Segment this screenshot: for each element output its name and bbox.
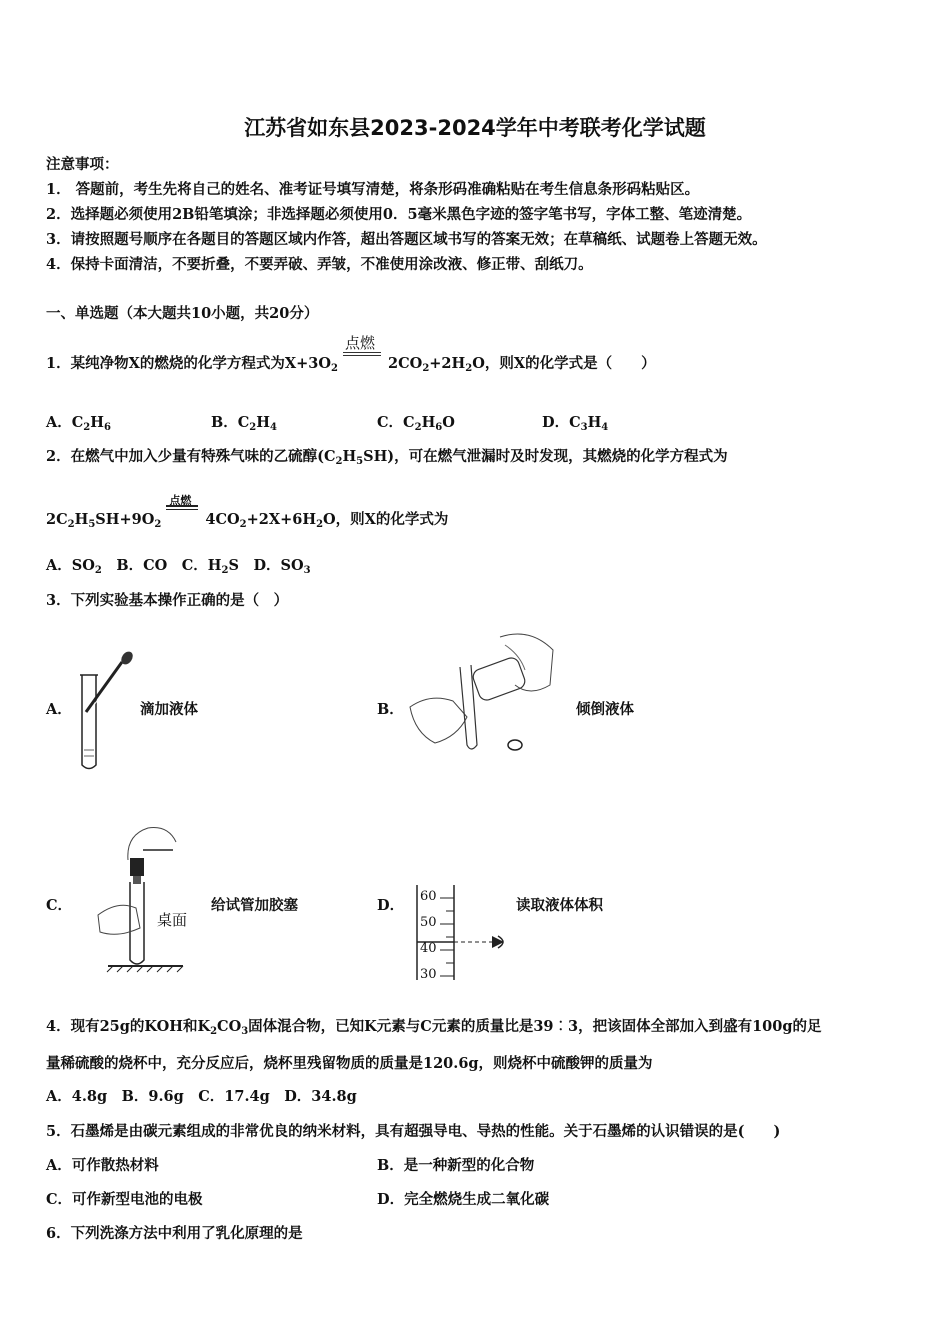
q1-option-c: C．$C_2H_6O$: [377, 414, 455, 433]
notice-item-4: 4．保持卡面清洁，不要折叠，不要弄破、弄皱，不准使用涂改液、修正带、刮纸刀。: [46, 256, 593, 273]
q2-condition: 点燃: [169, 494, 192, 507]
q5-stem: 5．石墨烯是由碳元素组成的非常优良的纳米材料，具有超强导电、导热的性能。关于石墨烯的认识错误的是( ): [46, 1123, 781, 1140]
q3-a-label: A．: [46, 701, 72, 718]
notice-item-2: 2．选择题必须使用2B铅笔填涂；非选择题必须使用0．5毫米黑色字迹的签字笔书写，字体工整、笔迹清楚。: [46, 206, 752, 223]
q5-option-d: D．完全燃烧生成二氧化碳: [377, 1191, 550, 1208]
notice-item-1: 1． 答题前，考生先将自己的姓名、准考证号填写清楚，将条形码准确粘贴在考生信息条形码粘贴区。: [46, 181, 700, 198]
q3-d-scale-60: 60: [420, 889, 437, 904]
dropper-test-tube-illustration: [72, 650, 142, 775]
q3-a-text: 滴加液体: [140, 701, 198, 718]
q1-option-a: A．$C_2H_6$: [46, 414, 111, 433]
q1-option-d: D．$C_3H_4$: [542, 414, 609, 433]
q3-c-text: 给试管加胶塞: [211, 897, 298, 914]
q3-b-label: B．: [377, 701, 404, 718]
q1-option-b: B．$C_2H_4$: [211, 414, 277, 433]
q2-options: A．$SO_2$ B．CO C．$H_2S$ D．$SO_3$: [46, 557, 311, 576]
section-heading: 一、单选题（本大题共10小题，共20分）: [46, 305, 319, 322]
q2-stem: 2．在燃气中加入少量有特殊气味的乙硫醇$(C_2H_5SH)$，可在燃气泄漏时及时发现，其燃烧的化学方程式为: [46, 448, 728, 467]
q6-stem: 6．下列洗涤方法中利用了乳化原理的是: [46, 1225, 303, 1242]
q4-line1: 4．现有25g的KOH和$K_2CO_3$固体混合物，已知K元素与C元素的质量比是39︰3，把该固体全部加入到盛有100g的足: [46, 1018, 822, 1037]
notice-heading: 注意事项：: [46, 156, 119, 173]
q5-option-a: A．可作散热材料: [46, 1157, 159, 1174]
adding-stopper-illustration: [88, 820, 198, 970]
q4-options: A．4.8g B．9.6g C．17.4g D．34.8g: [46, 1088, 357, 1105]
q3-b-text: 倾倒液体: [576, 701, 634, 718]
q1-condition: 点燃: [345, 334, 376, 352]
q3-stem: 3．下列实验基本操作正确的是（ ）: [46, 592, 289, 609]
q3-d-scale-30: 30: [420, 967, 437, 982]
q3-d-scale-40: 40: [420, 941, 437, 956]
pouring-liquid-illustration: [405, 625, 555, 760]
q5-option-c: C．可作新型电池的电极: [46, 1191, 203, 1208]
q5-option-b: B．是一种新型的化合物: [377, 1157, 535, 1174]
page-title: 江苏省如东县2023-2024学年中考联考化学试题: [244, 116, 706, 140]
q3-c-label: C．: [46, 897, 73, 914]
q3-d-label: D．: [377, 897, 405, 914]
notice-item-3: 3．请按照题号顺序在各题目的答题区域内作答，超出答题区域书写的答案无效；在草稿纸、试题卷上答题无效。: [46, 231, 767, 248]
q1-stem: 1．某纯净物X的燃烧的化学方程式为$X+3O_2$ 点燃 $2CO_2+2H_2O$，则X的化学式是（ ）: [46, 334, 656, 374]
q3-d-scale-50: 50: [420, 915, 437, 930]
q3-c-desk-label: 桌面: [157, 911, 188, 929]
q3-d-text: 读取液体体积: [516, 897, 603, 914]
q2-equation: $2C_2H_5SH+9O_2$ 点燃 $4CO_2+2X+6H_2O$，则X的化学式为: [46, 494, 449, 530]
q4-line2: 量稀硫酸的烧杯中，充分反应后，烧杯里残留物质的质量是120.6g，则烧杯中硫酸钾的质量为: [46, 1055, 653, 1072]
